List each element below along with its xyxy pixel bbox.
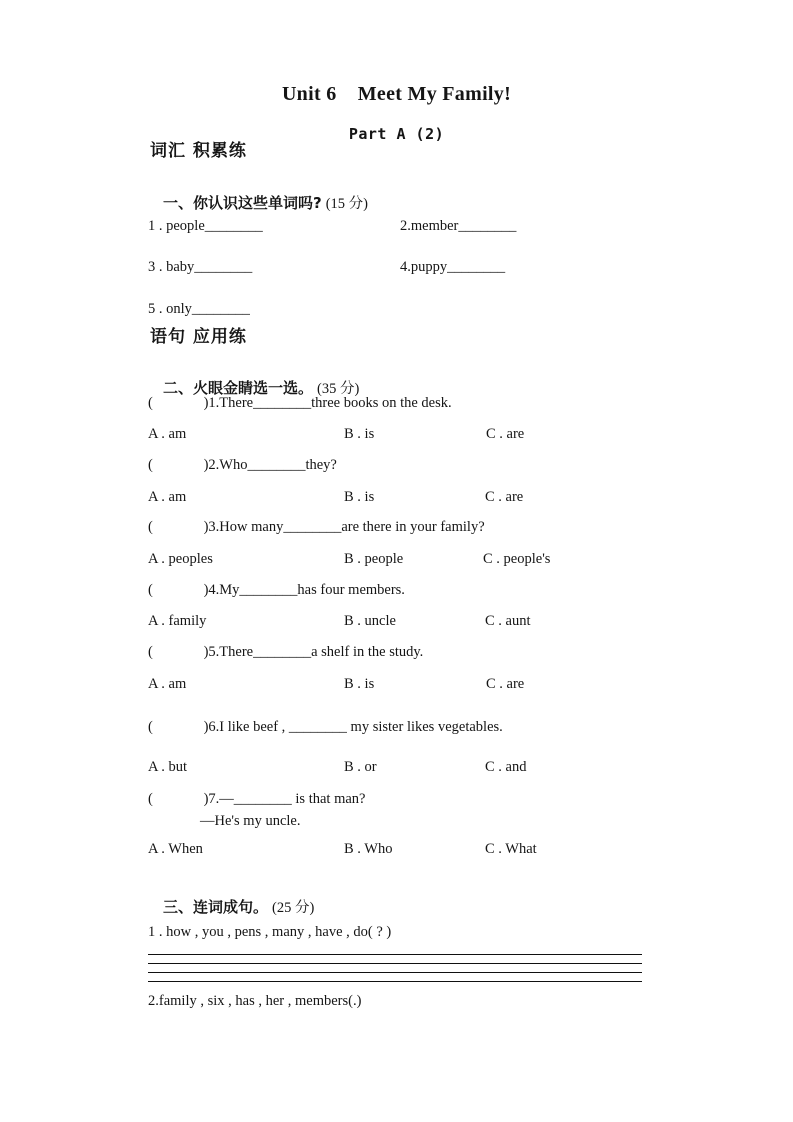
vocab-section-band: 词汇 积累练 (150, 141, 247, 161)
section2-points: (35 分) (317, 381, 360, 397)
question-7-option-c: C . What (485, 841, 537, 857)
question-1-option-a: A . am (148, 426, 187, 442)
answer-line-1 (148, 954, 642, 955)
question-5-option-a: A . am (148, 676, 187, 692)
answer-line-3 (148, 972, 642, 973)
section3-points: (25 分) (272, 900, 315, 916)
question-5-option-c: C . are (486, 676, 525, 692)
question-6-option-b: B . or (344, 759, 377, 775)
question-7-option-b: B . Who (344, 841, 393, 857)
vocab-word-5: 5 . only________ (148, 301, 250, 317)
question-2-option-a: A . am (148, 489, 187, 505)
vocab-word-4: 4.puppy________ (400, 259, 506, 275)
question-6-option-c: C . and (485, 759, 527, 775)
question-3-option-b: B . people (344, 551, 404, 567)
vocab-word-2: 2.member________ (400, 218, 517, 234)
question-2-option-b: B . is (344, 489, 375, 505)
question-1: ( )1.There________three books on the desk. (148, 395, 452, 411)
sentence-section-band: 语句 应用练 (150, 327, 247, 347)
section2-heading-text: 二、火眼金睛选一选。 (163, 379, 314, 397)
question-6-option-a: A . but (148, 759, 188, 775)
page-title: Unit 6 Meet My Family! (281, 83, 512, 105)
question-5: ( )5.There________a shelf in the study. (148, 644, 424, 660)
question-3-option-c: C . people's (483, 551, 551, 567)
question-1-option-c: C . are (486, 426, 525, 442)
question-4-option-c: C . aunt (485, 613, 531, 629)
question-2-option-c: C . are (485, 489, 524, 505)
question-1-option-b: B . is (344, 426, 375, 442)
question-5-option-b: B . is (344, 676, 375, 692)
rearrange-item-2: 2.family , six , has , her , members(.) (148, 993, 362, 1009)
question-7-answer-line: —He's my uncle. (200, 813, 301, 829)
question-4-option-b: B . uncle (344, 613, 396, 629)
question-4-option-a: A . family (148, 613, 207, 629)
question-4: ( )4.My________has four members. (148, 582, 405, 598)
answer-line-4 (148, 981, 642, 982)
question-3-option-a: A . peoples (148, 551, 213, 567)
question-7: ( )7.—________ is that man? (148, 791, 366, 807)
section1-points: (15 分) (325, 196, 368, 212)
vocab-word-1: 1 . people________ (148, 218, 263, 234)
vocab-word-3: 3 . baby________ (148, 259, 253, 275)
question-2: ( )2.Who________they? (148, 457, 337, 473)
page-subtitle: Part A (2) (348, 125, 445, 143)
answer-line-2 (148, 963, 642, 964)
section1-heading-text: 一、你认识这些单词吗? (163, 194, 322, 212)
section3-heading-text: 三、连词成句。 (163, 898, 269, 916)
question-7-option-a: A . When (148, 841, 203, 857)
question-6: ( )6.I like beef , ________ my sister likes vegetables. (148, 719, 503, 735)
question-3: ( )3.How many________are there in your family? (148, 519, 485, 535)
rearrange-item-1: 1 . how , you , pens , many , have , do( ? ) (148, 924, 392, 940)
